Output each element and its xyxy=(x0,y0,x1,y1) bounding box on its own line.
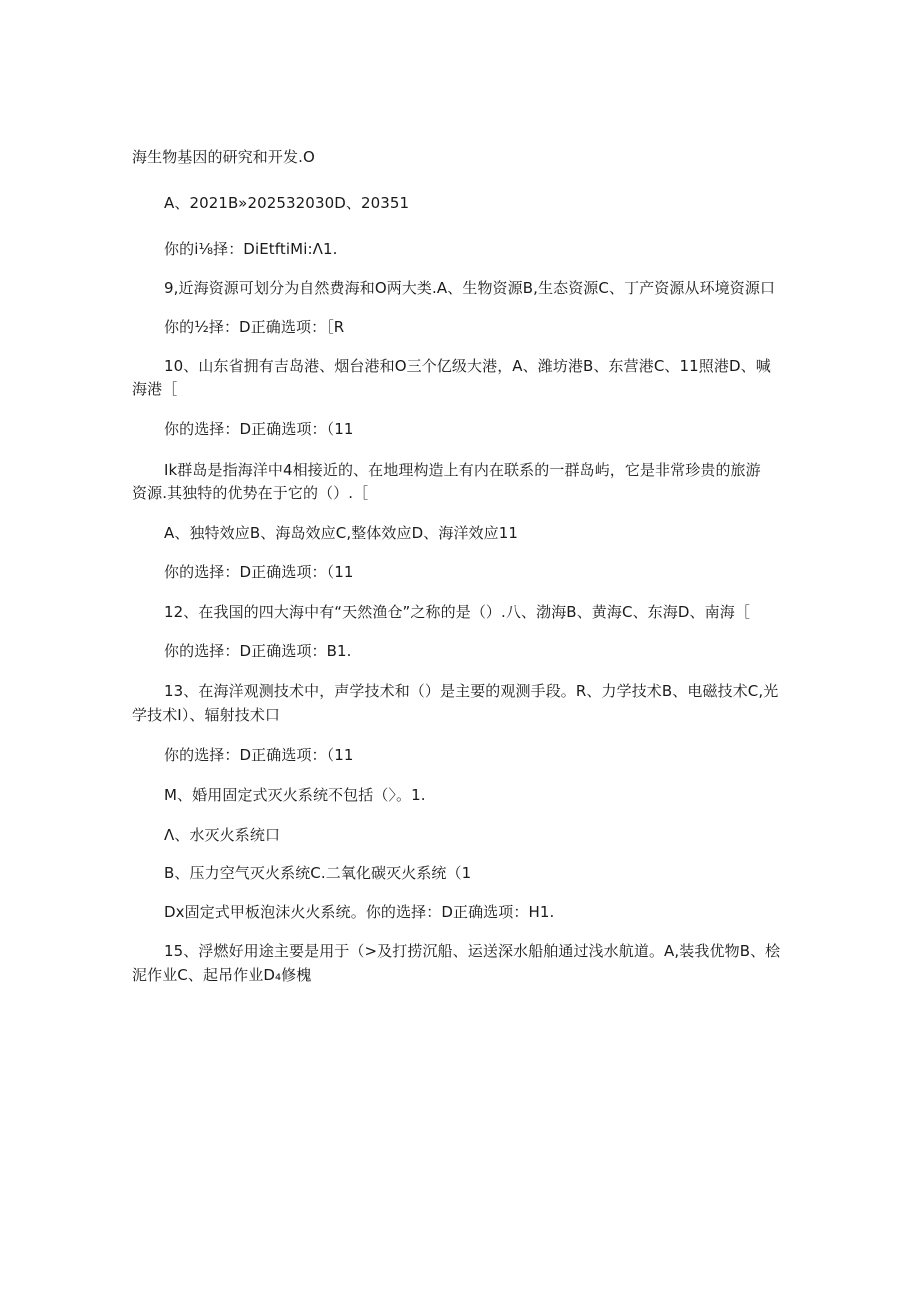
text-line: 13、在海洋观测技术中，声学技术和（）是主要的观测手段。R、力学技术B、电磁技术C,光 xyxy=(164,682,779,700)
text-line: 12、在我国的四大海中有“天然渔仓”之称的是（）.八、渤海B、黄海C、东海D、南海［ xyxy=(164,603,750,621)
text-line: 资源.其独特的优势在于它的（）.［ xyxy=(132,484,369,502)
text-line: 你的½择：D正确选项：［R xyxy=(164,318,345,336)
text-line: A、2021B»202532030D、20351 xyxy=(164,194,410,212)
text-line: 你的选择：D正确选项：（11 xyxy=(164,420,354,438)
text-line: 泥作业C、起吊作业D₄修槐 xyxy=(132,966,312,984)
text-line: 海生物基因的研究和开发.O xyxy=(132,148,315,166)
text-line: 你的选择：D正确选项：B1. xyxy=(164,642,352,660)
text-line: Ik群岛是指海洋中4相接近的、在地理构造上有内在联系的一群岛屿，它是非常珍贵的旅游 xyxy=(164,461,761,479)
text-line: Dx固定式甲板泡沫火火系统。你的选择：D正确选项：H1. xyxy=(164,903,555,921)
text-line: 你的选择：D正确选项：（11 xyxy=(164,563,354,581)
text-line: 10、山东省拥有吉岛港、烟台港和O三个亿级大港，A、潍坊港B、东营港C、11照港D、喊 xyxy=(164,357,771,375)
text-line: M、婚用固定式灭火系统不包括（〉。1. xyxy=(164,786,426,804)
text-line: 海港［ xyxy=(132,380,178,398)
text-line: 你的i⅛择：DiEtftiMi:Λ1. xyxy=(164,240,338,258)
text-line: A、独特效应B、海岛效应C,整体效应D、海洋效应11 xyxy=(164,524,519,542)
text-line: Λ、水灭火系统口 xyxy=(164,826,281,844)
text-line: B、压力空气灭火系统C.二氧化碳灭火系统（1 xyxy=(164,864,472,882)
text-line: 15、浮燃好用途主要是用于（>及打捞沉船、运送深水船舶通过浅水航道。A,装我优物B、桧 xyxy=(164,942,781,960)
text-line: 学技术I）、辐射技术口 xyxy=(132,706,281,724)
text-line: 你的选择：D正确选项：（11 xyxy=(164,746,354,764)
text-line: 9,近海资源可划分为自然费海和O两大类.A、生物资源B,生态资源C、丁产资源从环境资源口 xyxy=(164,279,776,297)
